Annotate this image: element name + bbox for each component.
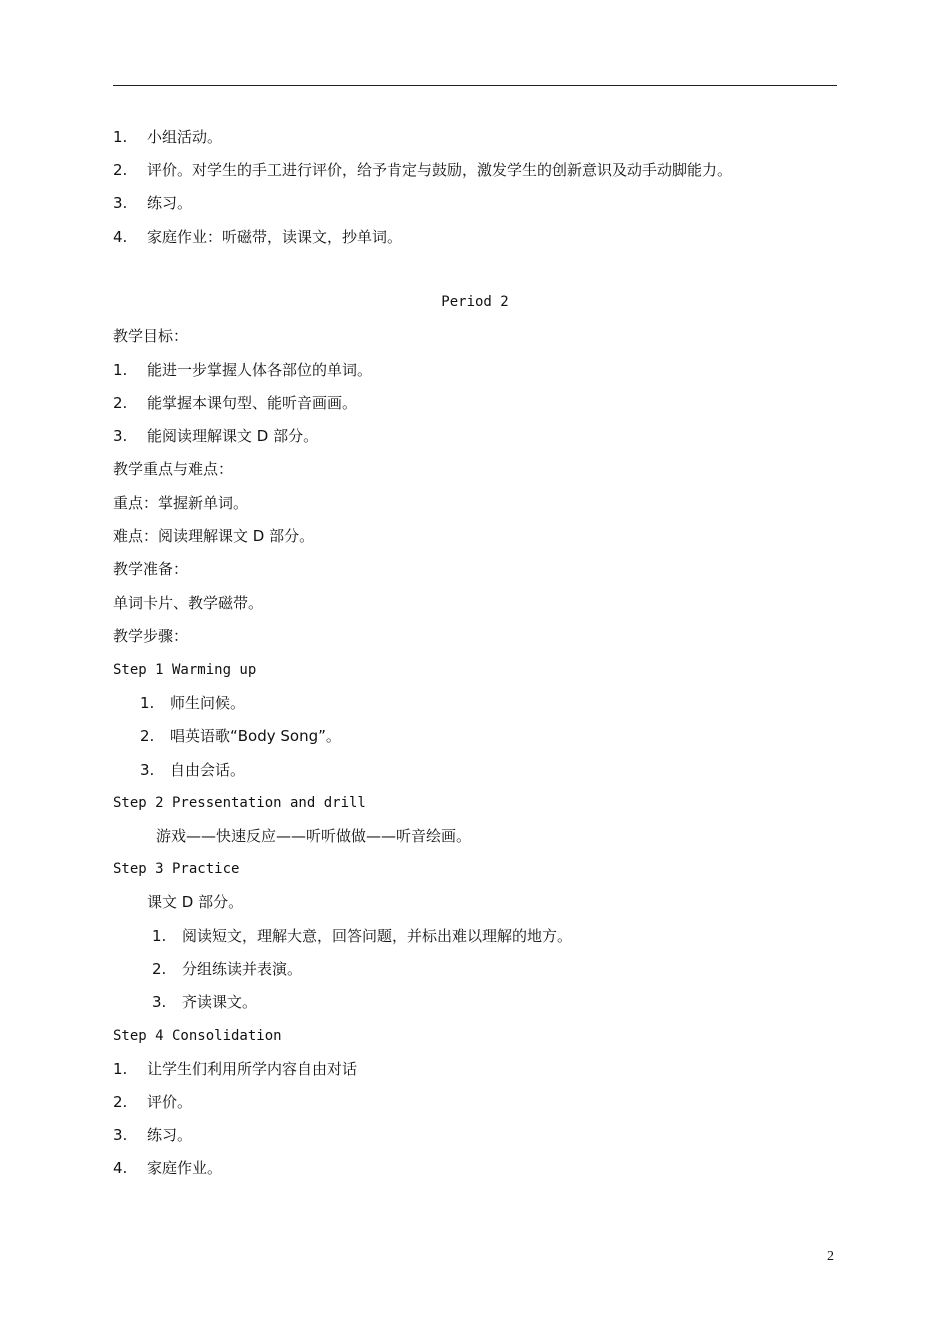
list-text: 评价。 [147,1093,193,1111]
list-text: 能阅读理解课文 D 部分。 [147,427,319,445]
list-item [113,128,222,146]
list-item [113,394,357,412]
list-text: 评价。对学生的手工进行评价，给予肯定与鼓励，激发学生的创新意识及动手动脚能力。 [147,161,733,179]
list-number: 3. [140,761,155,779]
list-text: 家庭作业。 [147,1159,223,1177]
list-text: 练习。 [147,194,193,212]
difficult-point: 难点：阅读理解课文 D 部分。 [113,527,315,545]
list-item [113,1159,222,1177]
list-text: 让学生们利用所学内容自由对话 [147,1060,358,1078]
list-number: 1. [113,1060,128,1078]
list-text: 能掌握本课句型、能听音画画。 [147,394,358,412]
list-item [152,927,572,945]
list-item [152,993,257,1011]
step3-title: Step 3 Practice [113,861,240,877]
key-points-heading: 教学重点与难点： [113,460,234,478]
list-item [140,727,341,745]
list-number: 1. [152,927,167,945]
list-text: 能进一步掌握人体各部位的单词。 [147,361,373,379]
list-item [113,194,192,212]
key-point: 重点：掌握新单词。 [113,494,249,512]
list-text: 分组练读并表演。 [182,960,303,978]
list-text: 唱英语歌“Body Song”。 [170,727,341,745]
step2-title: Step 2 Pressentation and drill [113,795,366,811]
step2-text: 游戏——快速反应——听听做做——听音绘画。 [156,827,472,845]
objectives-heading: 教学目标： [113,327,189,345]
list-number: 4. [113,228,128,246]
step1-title: Step 1 Warming up [113,662,257,678]
list-number: 2. [113,394,128,412]
list-number: 1. [140,694,155,712]
list-number: 3. [113,427,128,445]
list-item [140,694,245,712]
list-item [113,1060,357,1078]
list-text: 练习。 [147,1126,193,1144]
list-text: 家庭作业：听磁带，读课文，抄单词。 [147,228,403,246]
list-number: 3. [113,1126,128,1144]
list-item [152,960,302,978]
list-item [113,1126,192,1144]
list-number: 2. [113,1093,128,1111]
procedure-heading: 教学步骤： [113,627,189,645]
list-number: 2. [113,161,128,179]
list-item [113,161,732,179]
list-number: 2. [152,960,167,978]
step3-intro: 课文 D 部分。 [147,893,244,911]
list-item [140,761,245,779]
list-number: 1. [113,361,128,379]
preparation-heading: 教学准备： [113,560,189,578]
list-item [113,228,402,246]
list-text: 齐读课文。 [182,993,258,1011]
list-text: 师生问候。 [170,694,246,712]
list-number: 1. [113,128,128,146]
list-number: 3. [113,194,128,212]
list-item [113,361,372,379]
list-number: 3. [152,993,167,1011]
list-text: 小组活动。 [147,128,223,146]
preparation-text: 单词卡片、教学磁带。 [113,594,264,612]
list-number: 2. [140,727,155,745]
period-title: Period 2 [441,294,509,310]
list-text: 阅读短文，理解大意，回答问题，并标出难以理解的地方。 [182,927,573,945]
list-number: 4. [113,1159,128,1177]
list-item [113,427,318,445]
list-item [113,1093,192,1111]
list-text: 自由会话。 [170,761,246,779]
step4-title: Step 4 Consolidation [113,1028,282,1044]
header-rule [113,85,837,86]
page-number: 2 [827,1249,834,1264]
